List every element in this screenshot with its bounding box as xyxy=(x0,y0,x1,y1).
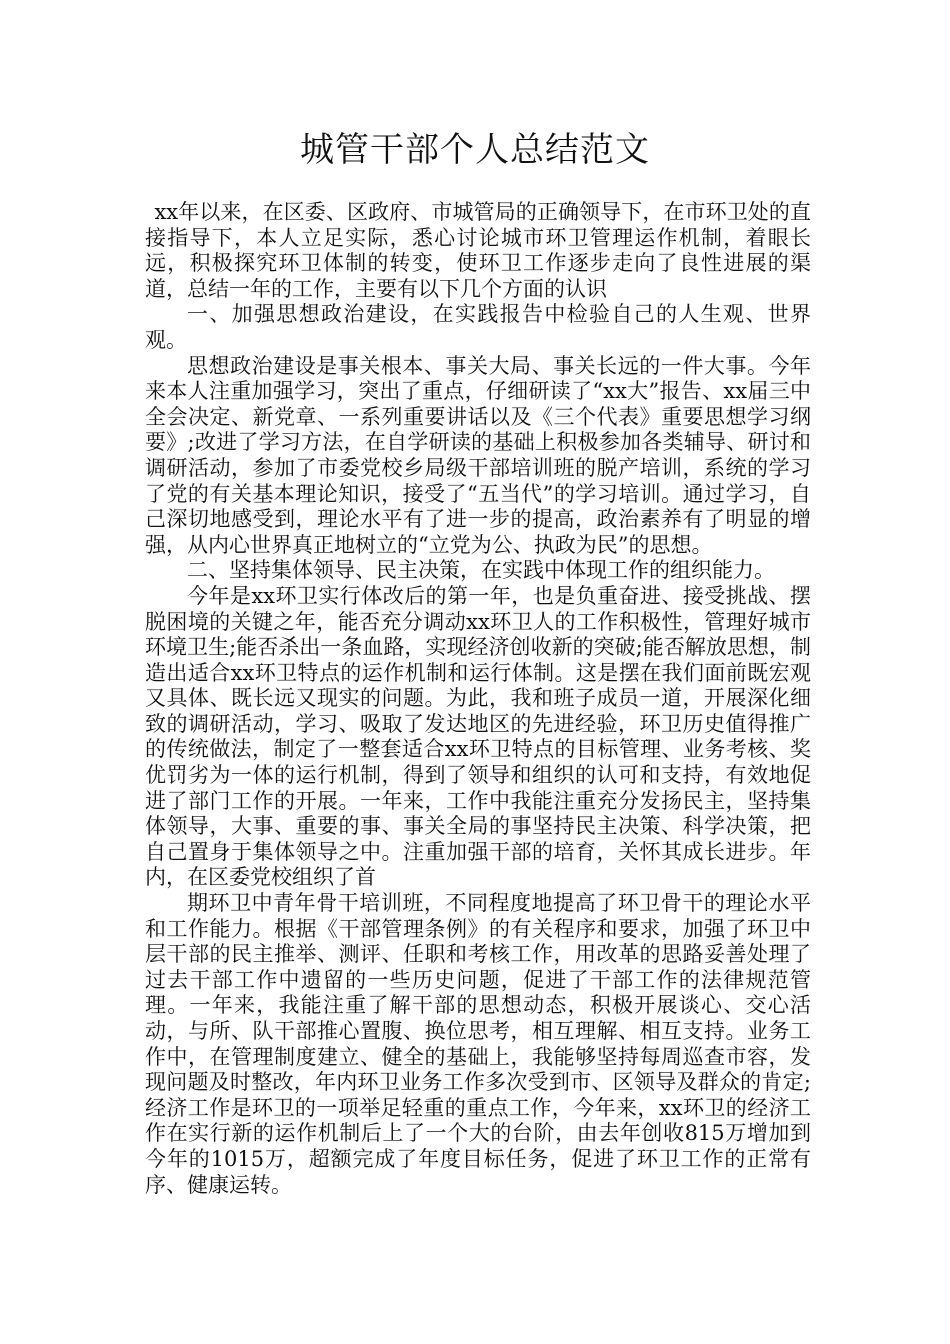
paragraph-intro: xx年以来，在区委、区政府、市城管局的正确领导下，在市环卫处的直接指导下，本人立足实际，悉心讨论城市环卫管理运作机制，着眼长远，积极探究环卫体制的转变，使环卫工作逐步走向了良性进展的渠道，总结一年的工作，主要有以下几个方面的认识 xyxy=(145,200,811,301)
paragraph-training: 期环卫中青年骨干培训班，不同程度地提高了环卫骨干的理论水平和工作能力。根据《干部管理条例》的有关程序和要求，加强了环卫中层干部的民主推举、测评、任职和考核工作，用改革的思路妥善处理了过去干部工作中遗留的一些历史问题，促进了干部工作的法律规范管理。一年来，我能注重了解干部的思想动态，积极开展谈心、交心活动，与所、队干部推心置腹、换位思考，相互理解、相互支持。业务工作中，在管理制度建立、健全的基础上，我能够坚持每周巡查市容，发现问题及时整改，年内环卫业务工作多次受到市、区领导及群众的肯定;经济工作是环卫的一项举足轻重的重点工作，今年来，xx环卫的经济工作在实行新的运作机制后上了一个大的台阶，由去年创收815万增加到今年的1015万，超额完成了年度目标任务，促进了环卫工作的正常有序、健康运转。 xyxy=(145,891,811,1197)
document-title: 城管干部个人总结范文 xyxy=(300,130,650,170)
paragraph-political: 思想政治建设是事关根本、事关大局、事关长远的一件大事。今年来本人注重加强学习，突出了重点，仔细研读了“xx大”报告、xx届三中全会决定、新党章、一系列重要讲话以及《三个代表》重要思想学习纲要》;改进了学习方法，在自学研读的基础上积极参加各类辅导、研讨和调研活动，参加了市委党校乡局级干部培训班的脱产培训，系统的学习了党的有关基本理论知识，接受了“五当代”的学习培训。通过学习，自己深切地感受到，理论水平有了进一步的提高，政治素养有了明显的增强，从内心世界真正地树立的“立党为公、执政为民”的思想。 xyxy=(145,353,811,557)
document-body xyxy=(145,200,811,1198)
section-heading-2: 二、坚持集体领导、民主决策，在实践中体现工作的组织能力。 xyxy=(187,558,775,583)
section-heading-1: 一、加强思想政治建设，在实践报告中检验自己的人生观、世界观。 xyxy=(145,302,811,352)
paragraph-leadership: 今年是xx环卫实行体改后的第一年，也是负重奋进、接受挑战、摆脱困境的关键之年，能否充分调动xx环卫人的工作积极性，管理好城市环境卫生;能否杀出一条血路，实现经济创收新的突破;能否解放思想，制造出适合xx环卫特点的运作机制和运行体制。这是摆在我们面前既宏观又具体、既长远又现实的问题。为此，我和班子成员一道，开展深化细致的调研活动，学习、吸取了发达地区的先进经验，环卫历史值得推广的传统做法，制定了一整套适合xx环卫特点的目标管理、业务考核、奖优罚劣为一体的运行机制，得到了领导和组织的认可和支持，有效地促进了部门工作的开展。一年来，工作中我能注重充分发扬民主，坚持集体领导，大事、重要的事、事关全局的事坚持民主决策、科学决策，把自己置身于集体领导之中。注重加强干部的培育，关怀其成长进步。年内，在区委党校组织了首 xyxy=(145,583,811,890)
